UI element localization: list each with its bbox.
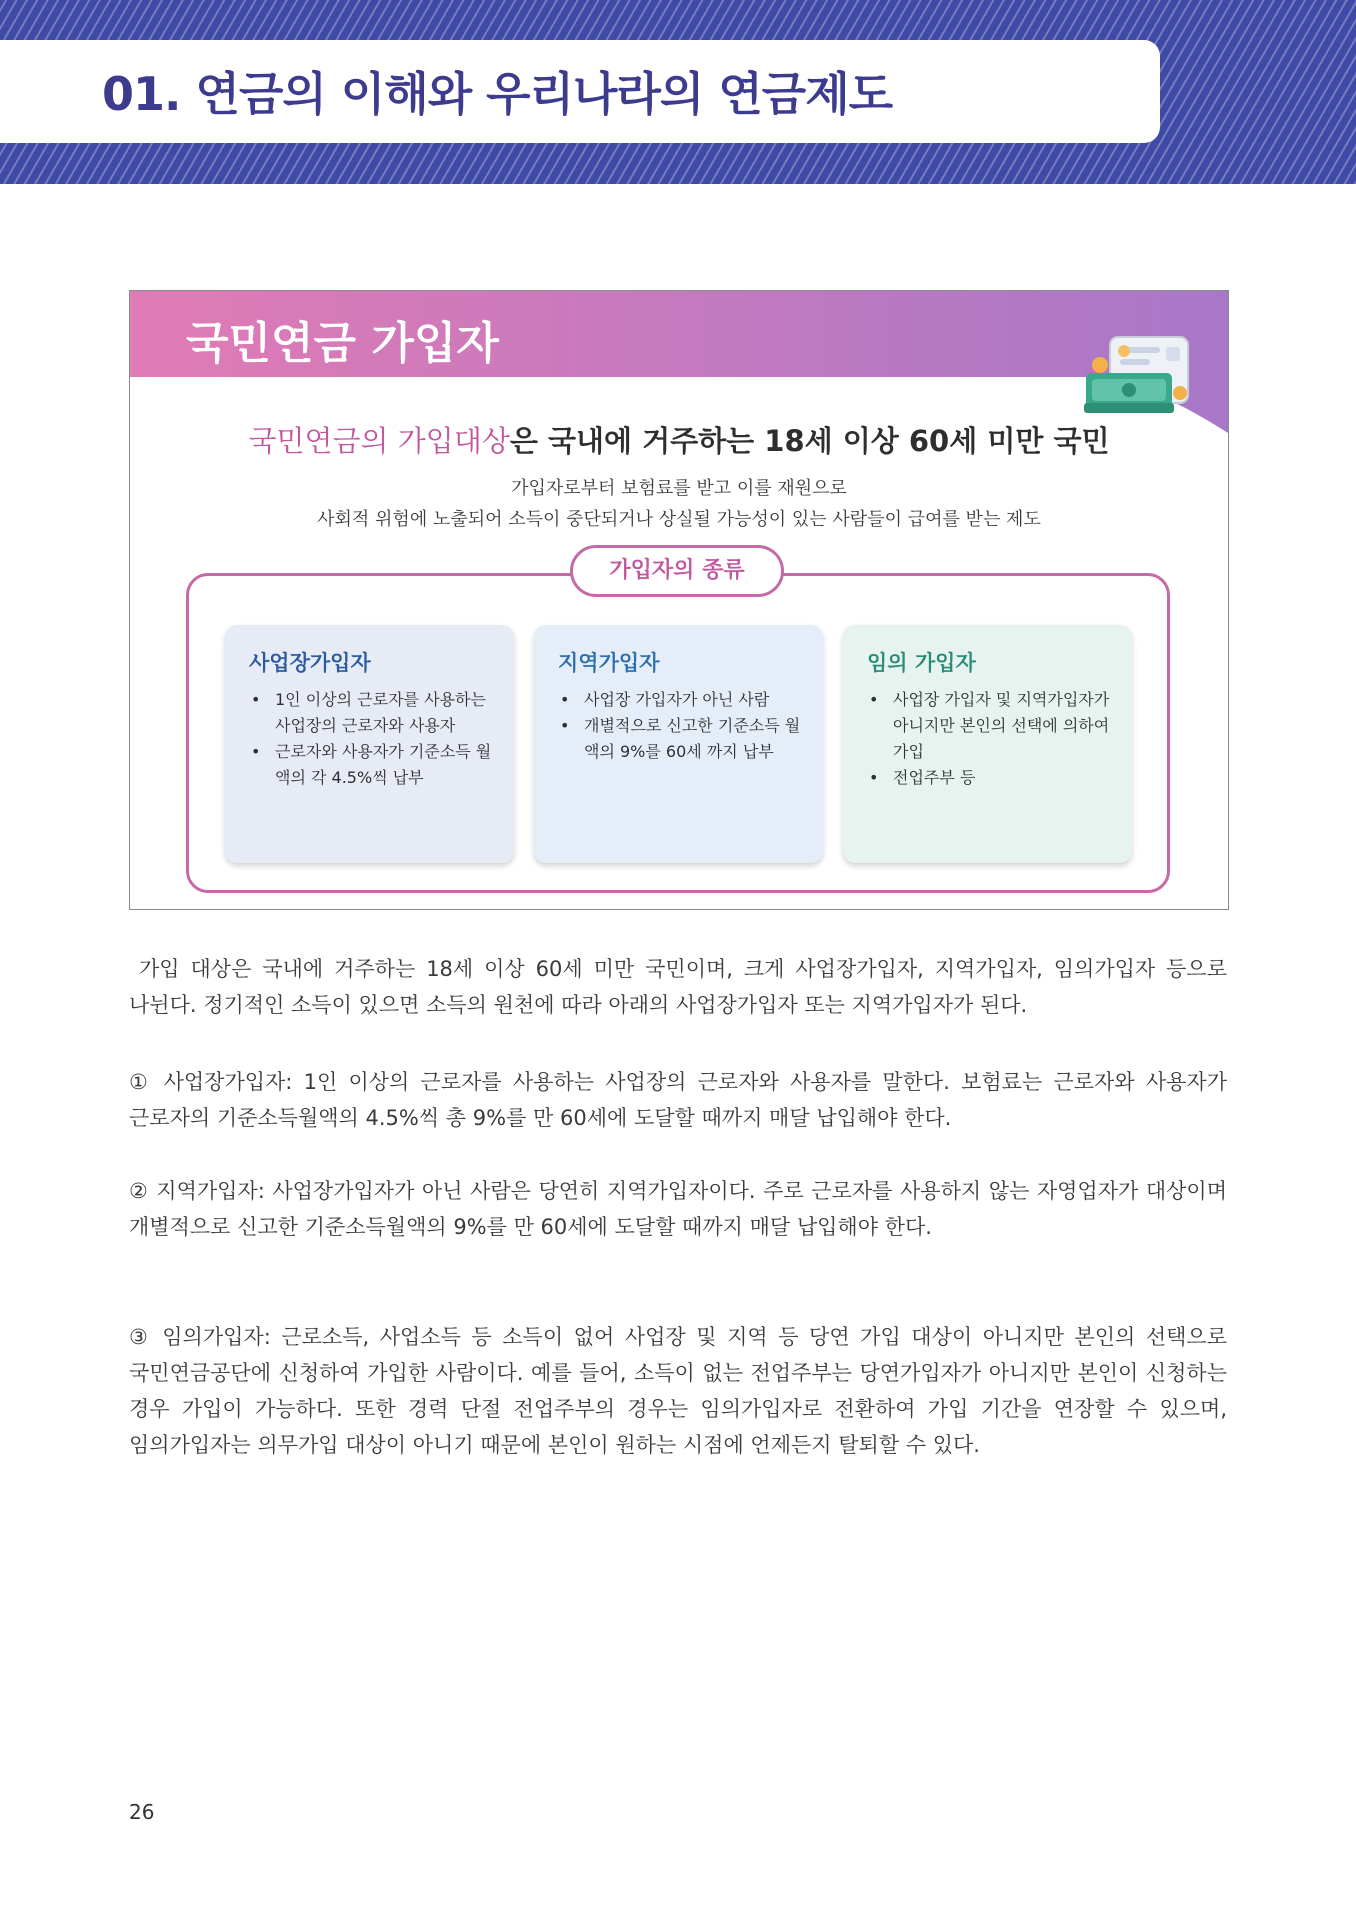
type-bullet: • 1인 이상의 근로자를 사용하는 사업장의 근로자와 사용자 <box>249 687 496 739</box>
infographic-card <box>129 290 1229 910</box>
type-title: 임의 가입자 <box>867 651 976 675</box>
chapter-title: 01. 연금의 이해와 우리나라의 연금제도 <box>102 67 893 121</box>
type-box-regional <box>534 625 823 863</box>
type-box-workplace <box>225 625 514 863</box>
type-bullets <box>558 687 805 765</box>
type-box-voluntary <box>843 625 1132 863</box>
card-headline <box>130 419 1228 460</box>
body-paragraph-voluntary: ③ 임의가입자: 근로소득, 사업소득 등 소득이 없어 사업장 및 지역 등 당연 가입 대상이 아니지만 본인의 선택으로 국민연금공단에 신청하여 가입한 사람이다. 예를 들어, 소득이 없는 전업주부는 당연가입자가 아니지만 본인이 신청하는 경우 가입이 가능하다. 또한 경력 단절 전업주부의 경우는 임의가입자로 전환하여 가입 기간을 연장할 수 있으며, 임의가입자는 의무가입 대상이 아니기 때문에 본인이 원하는 시점에 언제든지 탈퇴할 수 있다. <box>129 1325 1227 1457</box>
headline-highlight: 국민연금의 가입대상 <box>248 424 510 458</box>
type-bullet: • 개별적으로 신고한 기준소득 월액의 9%를 60세 까지 납부 <box>558 713 805 765</box>
headline-rest: 은 국내에 거주하는 18세 이상 60세 미만 국민 <box>509 424 1110 458</box>
card-title: 국민연금 가입자 <box>186 318 499 369</box>
money-wallet-icon <box>1080 333 1200 429</box>
type-bullet: • 전업주부 등 <box>867 765 1114 791</box>
types-label: 가입자의 종류 <box>570 545 784 597</box>
type-title: 사업장가입자 <box>249 651 371 675</box>
page-number: 26 <box>129 1800 155 1824</box>
type-bullet: • 근로자와 사용자가 기준소득 월액의 각 4.5%씩 납부 <box>249 739 496 791</box>
type-bullets <box>867 687 1114 791</box>
type-bullets <box>249 687 496 791</box>
body-paragraph-regional: ② 지역가입자: 사업장가입자가 아닌 사람은 당연히 지역가입자이다. 주로 근로자를 사용하지 않는 자영업자가 대상이며 개별적으로 신고한 기준소득월액의 9%를 만 60세에 도달할 때까지 매달 납입해야 한다. <box>129 1179 1227 1239</box>
card-subtext-line2: 사회적 위험에 노출되어 소득이 중단되거나 상실될 가능성이 있는 사람들이 급여를 받는 제도 <box>317 509 1041 530</box>
type-bullet: • 사업장 가입자가 아닌 사람 <box>558 687 805 713</box>
body-paragraph-workplace: ① 사업장가입자: 1인 이상의 근로자를 사용하는 사업장의 근로자와 사용자를 말한다. 보험료는 근로자와 사용자가 근로자의 기준소득월액의 4.5%씩 총 9%를 만 60세에 도달할 때까지 매달 납입해야 한다. <box>129 1070 1227 1130</box>
type-bullet: • 사업장 가입자 및 지역가입자가 아니지만 본인의 선택에 의하여 가입 <box>867 687 1114 765</box>
type-title: 지역가입자 <box>558 651 660 675</box>
card-subtext-line1: 가입자로부터 보험료를 받고 이를 재원으로 <box>511 478 847 499</box>
body-paragraph-intro: 가입 대상은 국내에 거주하는 18세 이상 60세 미만 국민이며, 크게 사업장가입자, 지역가입자, 임의가입자 등으로 나뉜다. 정기적인 소득이 있으면 소득의 원천에 따라 아래의 사업장가입자 또는 지역가입자가 된다. <box>129 957 1227 1017</box>
